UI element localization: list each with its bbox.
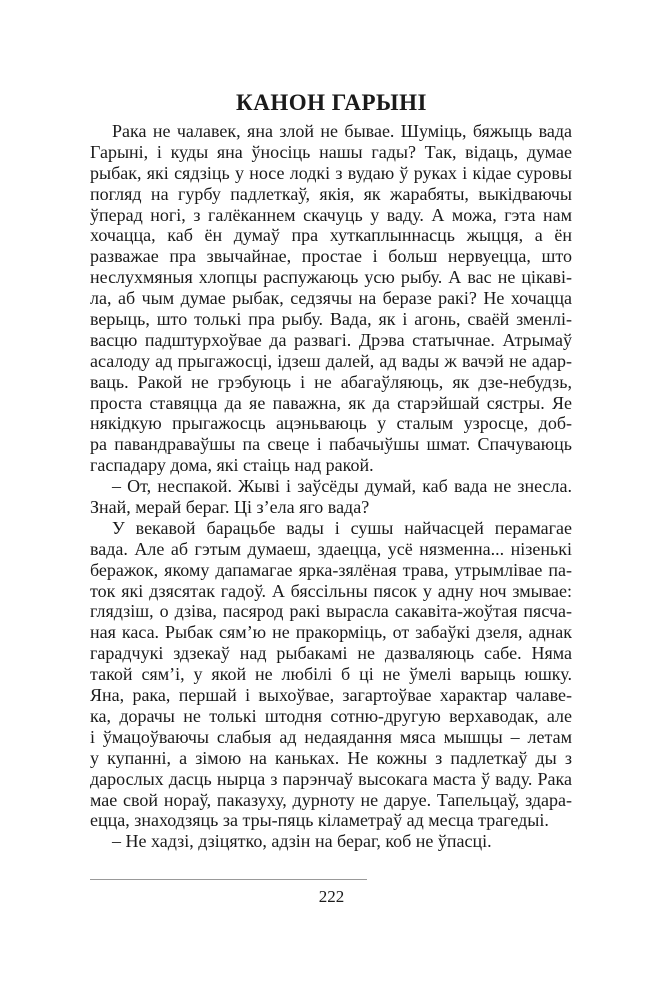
text-line: мае свой нораў, паказуху, дурноту не даруе. Тапельцаў, здара- bbox=[90, 789, 572, 810]
page-number: 222 bbox=[318, 887, 345, 906]
text-line: Рака не чалавек, яна злой не бывае. Шуміць, бяжыць вада bbox=[112, 121, 572, 141]
text-line: ла, аб чым думае рыбак, седзячы на беразе ракі? Не хочацца bbox=[90, 288, 572, 309]
text-line: Знай, мерай бераг. Ці з’ела яго вада? bbox=[90, 497, 370, 518]
text-line: погляд на гурбу падлеткаў, якія, як жарабяты, выкідваючы bbox=[90, 183, 572, 204]
chapter-title: КАНОН ГАРЫНІ bbox=[236, 90, 427, 115]
text-line: хочацца, каб ён думаў пра хуткаплыннасць жыцця, а ён bbox=[90, 225, 572, 246]
text-line: – От, неспакой. Жыві і заўсёды думай, каб вада не знесла. bbox=[112, 476, 572, 497]
text-line: ток які дзясятак гадоў. А бяссільны пясок у адну ноч змывае: bbox=[90, 580, 572, 601]
text-line: васцю падштурхоўвае да развагі. Дрэва статычнае. Атрымаў bbox=[90, 329, 572, 350]
text-line: у купанні, а зімою на каньках. Не кожны з падлеткаў ды з bbox=[90, 747, 572, 768]
text-line: У векавой барацьбе вады і сушы найчасцей перамагае bbox=[112, 517, 572, 538]
text-line: верыць, што толькі пра рыбу. Вада, як і агонь, сваёй зменлі- bbox=[90, 309, 572, 330]
text-line: Гарыні, і куды яна ўносіць нашы гады? Так, відаць, думае bbox=[90, 141, 572, 162]
text-line: вада. Але аб гэтым думаеш, здаецца, усё нязменна... нізенькі bbox=[90, 538, 572, 559]
body-text bbox=[90, 121, 572, 852]
text-line: разважае пра звычайнае, простае і больш нервуецца, што bbox=[90, 246, 572, 267]
text-line: дарослых дасць нырца з парэнчаў высокага маста ў ваду. Рака bbox=[90, 768, 572, 789]
text-line: глядзіш, о дзіва, пасярод ракі вырасла сакавіта-жоўтая пясча- bbox=[90, 601, 572, 622]
text-line: неслухмяныя хлопцы распужаюць усю рыбу. А вас не цікаві- bbox=[90, 267, 572, 288]
text-line: ецца, знаходзяць за тры-пяць кіламетраў ад месца трагедыі. bbox=[90, 810, 549, 831]
text-line: ка, дорачы не толькі штодня сотню-другую верхаводак, але bbox=[90, 705, 572, 726]
text-line: гаспадару дома, які стаіць над ракой. bbox=[90, 455, 374, 476]
text-line: і ўмацоўваючы слабыя ад недаядання мяса мышцы – летам bbox=[90, 726, 572, 747]
text-line: ная каса. Рыбак сям’ю не пракорміць, от забаўкі дзеля, аднак bbox=[90, 622, 572, 643]
text-line: ваць. Ракой не грэбуюць і не абагаўляюць, як дзе-небудзь, bbox=[90, 371, 572, 392]
text-line: Яна, рака, першай і выхоўвае, загартоўвае характар чалаве- bbox=[90, 685, 572, 706]
text-line: – Не хадзі, дзіцятко, адзін на бераг, коб не ўпасці. bbox=[112, 831, 492, 852]
text-line: гарадчукі здзекаў над рыбакамі не дазваляюць сабе. Няма bbox=[90, 643, 572, 664]
text-line: асалоду ад прыгажосці, ідзеш далей, ад вады ж вачэй не адар- bbox=[90, 350, 572, 371]
text-line: някідкую прыгажосць ацэньваюць у сталым узросце, доб- bbox=[90, 413, 572, 434]
text-line: такой сям’і, у якой не любілі б ці не ўмелі варыць юшку. bbox=[90, 664, 572, 685]
text-line: беражок, якому дапамагае ярка-зялёная трава, утрымлівае па- bbox=[90, 559, 572, 580]
footer-rule bbox=[90, 879, 367, 880]
text-line: ўперад ногі, з галёканнем скачуць у ваду. А можа, гэта нам bbox=[90, 204, 572, 225]
text-line: рыбак, які сядзіць у носе лодкі з вудаю ў руках і кідае суровы bbox=[90, 162, 572, 183]
text-line: ра павандраваўшы па свеце і пабачыўшы шмат. Спачуваюць bbox=[90, 434, 572, 455]
text-line: проста ставяцца да яе паважна, як да старэйшай сястры. Яе bbox=[90, 392, 572, 413]
